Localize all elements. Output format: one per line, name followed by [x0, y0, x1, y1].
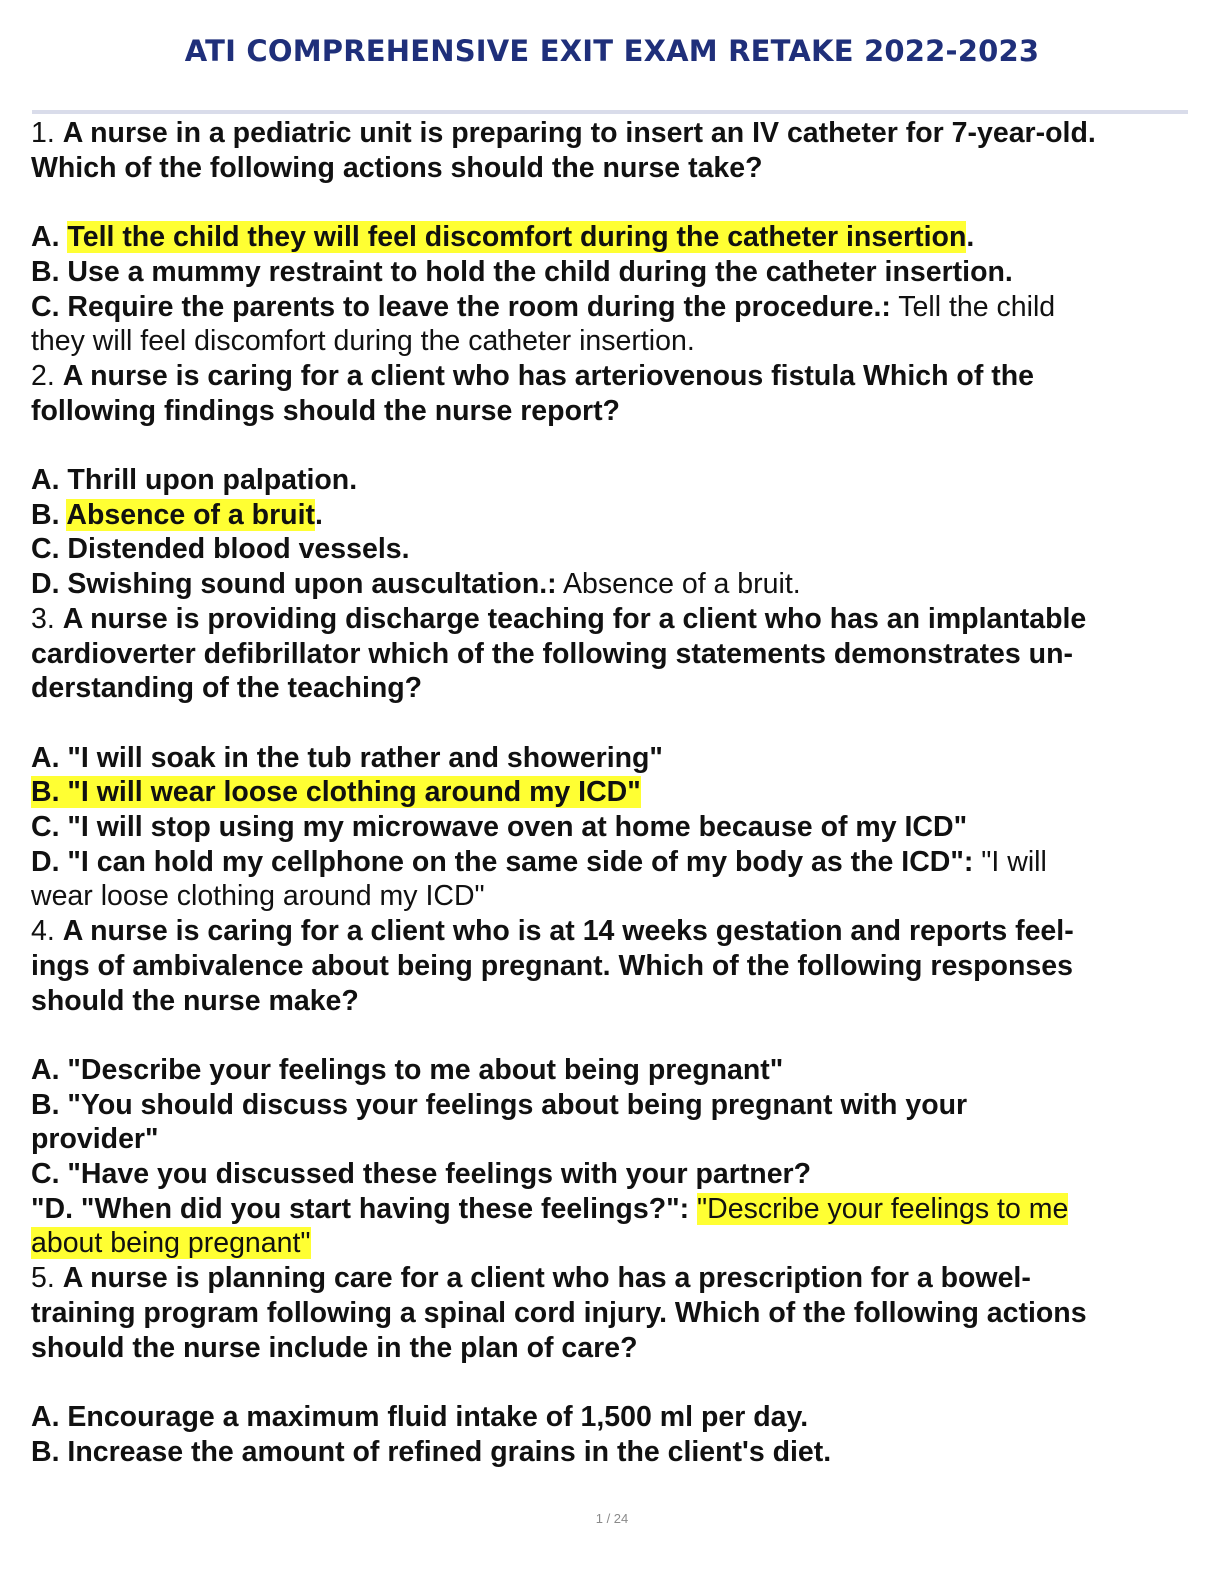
page-title: ATI COMPREHENSIVE EXIT EXAM RETAKE 2022-2023: [184, 34, 1040, 68]
question-text: A nurse is providing discharge teaching for a client who has an implantable: [62, 602, 1087, 635]
option-d: [31, 1192, 1191, 1227]
option-b: B. Increase the amount of refined grains in the client's diet.: [31, 1435, 832, 1468]
question-number: 3.: [31, 602, 55, 635]
answer-text: [31, 1226, 1191, 1261]
spacer: [31, 428, 1191, 463]
option-a: A. Thrill upon palpation.: [31, 464, 358, 496]
option-text: D. Swishing sound upon auscultation.:: [31, 568, 557, 601]
option-b: [31, 498, 1191, 533]
option-letter: A.: [31, 221, 60, 254]
question-number: 2.: [31, 359, 55, 392]
question-text: A nurse is caring for a client who has arteriovenous fistula Which of the: [62, 359, 1034, 392]
option-text: "D. "When did you start having these feelings?":: [31, 1192, 690, 1225]
question-number: 5.: [31, 1262, 55, 1295]
option-c: C. Distended blood vessels.: [31, 533, 410, 566]
answer-text: "I will: [981, 845, 1047, 878]
question-text: should the nurse include in the plan of care?: [31, 1331, 638, 1364]
question-text: ings of ambivalence about being pregnant. Which of the following responses: [31, 949, 1073, 982]
option-a: A. "Describe your feelings to me about being pregnant": [31, 1053, 784, 1086]
question-number: 4.: [31, 915, 55, 948]
question-text: A nurse is planning care for a client who has a prescription for a bowel-: [62, 1262, 1031, 1295]
option-d: [31, 567, 1191, 602]
highlighted-answer: about being pregnant": [31, 1227, 311, 1260]
question-text: A nurse in a pediatric unit is preparing to insert an IV catheter for 7-year-old.: [62, 117, 1096, 149]
option-b: B. "You should discuss your feelings about being pregnant with your: [31, 1088, 968, 1121]
spacer: [31, 1018, 1191, 1053]
answer-text: Tell the child: [898, 290, 1056, 323]
option-c: C. "I will stop using my microwave oven at home because of my ICD": [31, 811, 968, 844]
question-text: following findings should the nurse report?: [31, 394, 620, 427]
option-c: C. "Have you discussed these feelings with your partner?: [31, 1158, 812, 1191]
highlighted-answer: Tell the child they will feel discomfort during the catheter insertion: [67, 221, 967, 254]
option-d: [31, 845, 1191, 880]
option-punctuation: .: [315, 498, 323, 531]
option-text: C. Require the parents to leave the room during the procedure.:: [31, 290, 891, 323]
page-number: 1 / 24: [595, 1511, 629, 1526]
spacer: [31, 706, 1191, 741]
question-5-stem: [31, 1261, 1191, 1296]
answer-text: wear loose clothing around my ICD": [31, 880, 485, 913]
option-c: [31, 290, 1191, 325]
question-4-stem: [31, 914, 1191, 949]
title-divider: [32, 110, 1188, 114]
option-letter: B.: [31, 498, 60, 531]
question-text: training program following a spinal cord injury. Which of the following actions: [31, 1296, 1087, 1329]
answer-text: they will feel discomfort during the catheter insertion.: [31, 325, 695, 358]
option-b-continued: provider": [31, 1123, 159, 1156]
question-text: cardioverter defibrillator which of the following statements demonstrates un-: [31, 637, 1073, 670]
highlighted-answer: B. "I will wear loose clothing around my ICD": [31, 776, 641, 809]
highlighted-answer: "Describe your feelings to me: [697, 1192, 1069, 1225]
option-a: A. "I will soak in the tub rather and showering": [31, 741, 663, 774]
question-text: should the nurse make?: [31, 984, 359, 1017]
option-a: A. Encourage a maximum fluid intake of 1,500 ml per day.: [31, 1400, 809, 1433]
question-text: derstanding of the teaching?: [31, 672, 423, 705]
question-3-stem: [31, 602, 1191, 637]
question-number: 1.: [31, 117, 55, 149]
option-punctuation: .: [966, 221, 975, 254]
option-b: [31, 775, 1191, 810]
option-a: [31, 220, 1191, 255]
option-b: B. Use a mummy restraint to hold the child during the catheter insertion.: [31, 255, 1013, 288]
question-1-stem: [31, 116, 1191, 151]
question-text: A nurse is caring for a client who is at 14 weeks gestation and reports feel-: [62, 915, 1074, 948]
answer-text: Absence of a bruit.: [563, 568, 801, 601]
spacer: [31, 185, 1191, 220]
exam-content: [31, 116, 1191, 1469]
question-2-stem: [31, 359, 1191, 394]
highlighted-answer: Absence of a bruit: [66, 498, 315, 531]
spacer: [31, 1365, 1191, 1400]
question-text: Which of the following actions should the nurse take?: [31, 151, 763, 184]
option-text: D. "I can hold my cellphone on the same side of my body as the ICD":: [31, 845, 974, 878]
